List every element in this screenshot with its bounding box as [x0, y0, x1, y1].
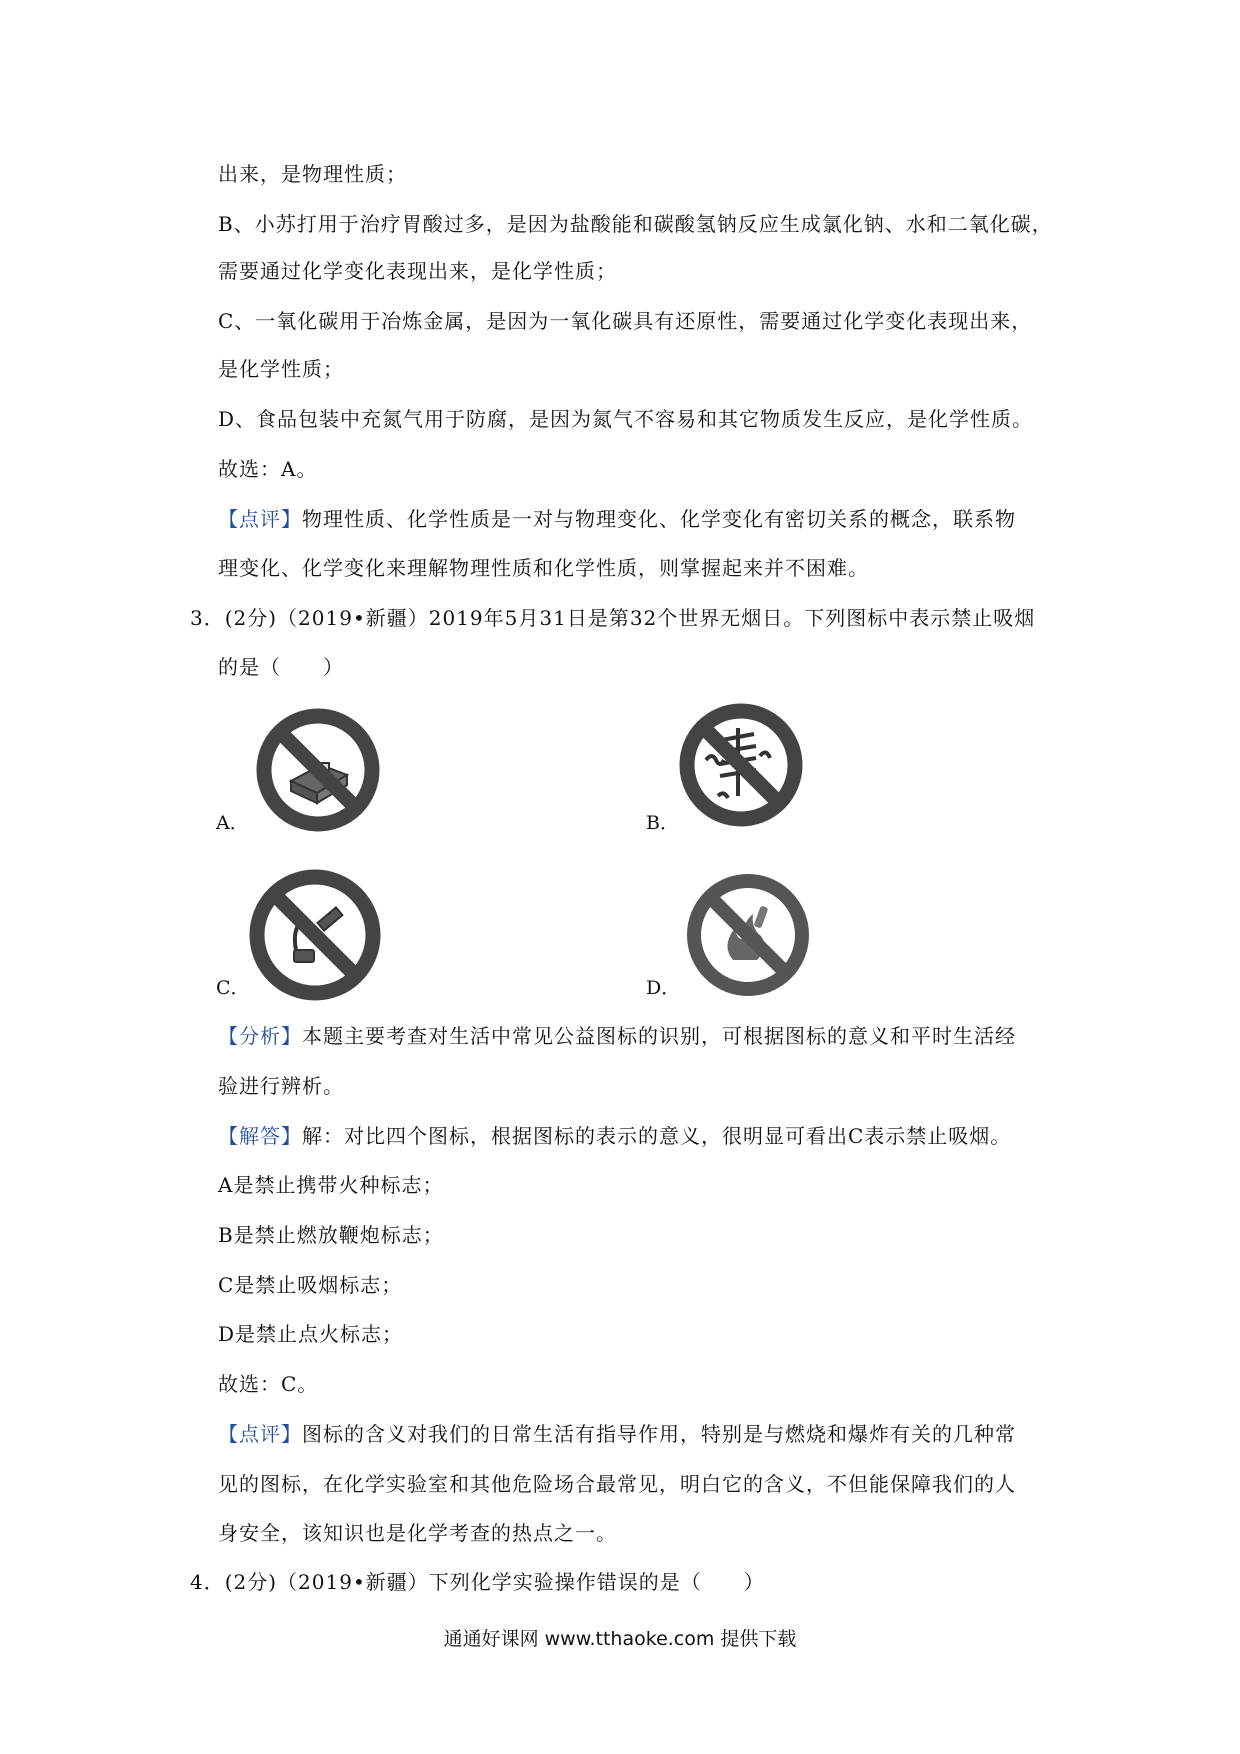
q2-b-line2: 需要通过化学变化表现出来，是化学性质；: [218, 259, 617, 283]
q3-solution-d: D是禁止点火标志；: [218, 1322, 404, 1346]
solution-tag: 【解答】: [218, 1124, 302, 1148]
q2-comment-text: 物理性质、化学性质是一对与物理变化、化学变化有密切关系的概念，联系物: [302, 507, 1016, 531]
q3-analysis-line2: 验进行辨析。: [218, 1074, 344, 1098]
option-b-label: B．: [646, 812, 679, 834]
q3-analysis-line1: [218, 1022, 1016, 1050]
q3-solution-text: 解：对比四个图标，根据图标的表示的意义，很明显可看出C表示禁止吸烟。: [302, 1124, 1012, 1148]
no-firecrackers-sign-icon[interactable]: [678, 700, 804, 830]
q3-solution-a: A是禁止携带火种标志；: [218, 1173, 444, 1197]
q2-b-line1: B、小苏打用于治疗胃酸过多，是因为盐酸能和碳酸氢钠反应生成氯化钠、水和二氧化碳，: [218, 212, 1053, 236]
q3-comment-line1: [218, 1420, 1016, 1448]
page-footer: 通通好课网 www.tthaoke.com 提供下载: [443, 1628, 797, 1650]
q2-d-line: D、食品包装中充氮气用于防腐，是因为氮气不容易和其它物质发生反应，是化学性质。: [218, 407, 1034, 431]
analysis-tag: 【分析】: [218, 1024, 302, 1048]
q3-answer: 故选：C。: [218, 1372, 319, 1396]
no-open-flame-sign-icon[interactable]: [685, 872, 811, 998]
comment-tag: 【点评】: [218, 1422, 302, 1446]
q3-stem-line1: 3．(2分)（2019•新疆）2019年5月31日是第32个世界无烟日。下列图标中表示禁止吸烟: [190, 606, 1036, 630]
q2-c-line2: 是化学性质；: [218, 357, 344, 381]
q2-a-tail: 出来，是物理性质；: [218, 162, 407, 186]
q4-stem: 4．(2分)（2019•新疆）下列化学实验操作错误的是（ ）: [190, 1570, 765, 1594]
q3-comment-line3: 身安全，该知识也是化学考查的热点之一。: [218, 1521, 617, 1545]
option-a-label: A．: [216, 812, 249, 834]
option-c-label: C．: [216, 977, 250, 999]
q3-comment-line2: 见的图标，在化学实验室和其他危险场合最常见，明白它的含义，不但能保障我们的人: [218, 1472, 1016, 1496]
q3-solution-b: B是禁止燃放鞭炮标志；: [218, 1223, 444, 1247]
q3-analysis-text: 本题主要考查对生活中常见公益图标的识别，可根据图标的意义和平时生活经: [302, 1024, 1016, 1048]
comment-tag: 【点评】: [218, 507, 302, 531]
q3-solution-line1: [218, 1122, 1011, 1150]
q2-c-line1: C、一氧化碳用于冶炼金属，是因为一氧化碳具有还原性，需要通过化学变化表现出来，: [218, 309, 1033, 333]
no-smoking-sign-icon[interactable]: [248, 868, 382, 1002]
q2-comment-line2: 理变化、化学变化来理解物理性质和化学性质，则掌握起来并不困难。: [218, 556, 869, 580]
q3-stem-line2: 的是（ ）: [218, 655, 344, 679]
q3-comment-text: 图标的含义对我们的日常生活有指导作用，特别是与燃烧和爆炸有关的几种常: [302, 1422, 1016, 1446]
q3-solution-c: C是禁止吸烟标志；: [218, 1273, 403, 1297]
q2-comment-line1: [218, 505, 1016, 533]
no-matches-sign-icon[interactable]: [255, 707, 381, 833]
option-d-label: D．: [646, 977, 681, 999]
q2-answer: 故选：A。: [218, 457, 318, 481]
